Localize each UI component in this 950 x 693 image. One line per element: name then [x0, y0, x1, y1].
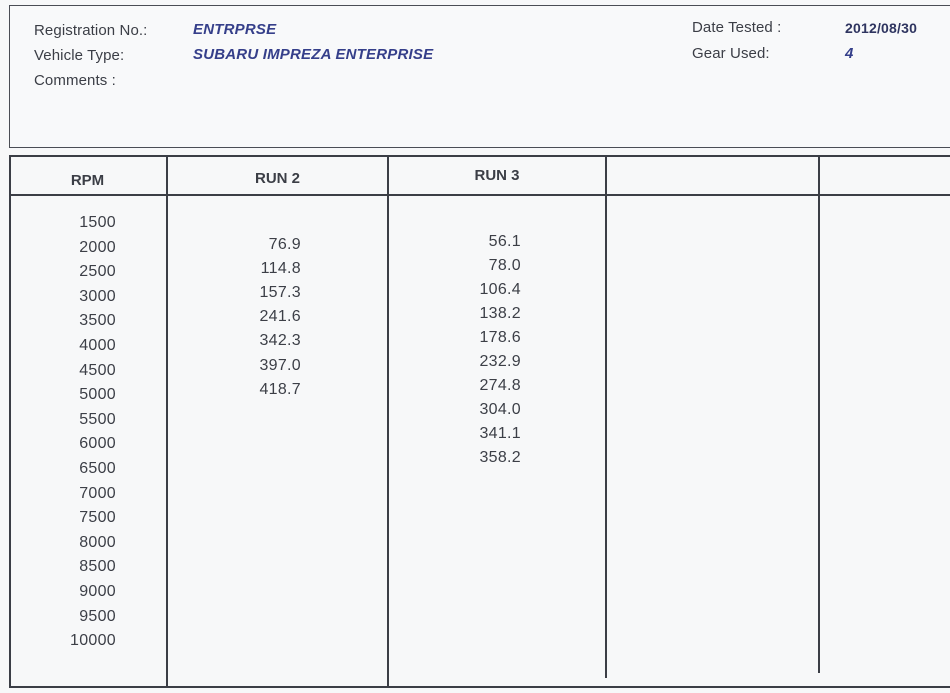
- date-tested-label: Date Tested :: [692, 19, 782, 36]
- registration-value: ENTRPRSE: [193, 21, 277, 38]
- column-divider: [387, 155, 389, 688]
- rpm-cell: 8500: [79, 558, 116, 576]
- run2-cell: 114.8: [260, 260, 301, 278]
- column-header-run3: RUN 3: [474, 167, 520, 184]
- date-tested-value: 2012/08/30: [845, 20, 918, 36]
- run2-cell: 418.7: [259, 380, 301, 398]
- rpm-cell: 8000: [79, 533, 116, 551]
- rpm-cell: 3500: [79, 312, 116, 330]
- rpm-cell: 5000: [79, 386, 116, 404]
- rpm-cell: 7500: [79, 509, 116, 527]
- comments-label: Comments :: [34, 72, 116, 89]
- table-top-border: [9, 155, 950, 157]
- run3-cell: 232.9: [479, 353, 521, 370]
- run3-cell: 138.2: [479, 305, 521, 322]
- run3-cell: 274.8: [479, 377, 521, 394]
- rpm-cell: 10000: [70, 632, 116, 650]
- rpm-cell: 4500: [79, 361, 116, 379]
- rpm-cell: 6500: [79, 460, 116, 477]
- run3-cell: 341.1: [479, 425, 521, 442]
- rpm-cell: 4000: [79, 337, 116, 354]
- run3-cell: 78.0: [488, 257, 521, 274]
- run3-cell: 304.0: [479, 401, 521, 418]
- column-divider: [166, 155, 168, 688]
- column-divider: [605, 155, 607, 678]
- rpm-cell: 9500: [79, 607, 116, 625]
- gear-used-value: 4: [845, 45, 854, 62]
- run3-cell: 178.6: [479, 329, 521, 346]
- rpm-cell: 2500: [79, 263, 116, 281]
- run3-cell: 56.1: [488, 233, 521, 250]
- run2-cell: 157.3: [259, 284, 301, 302]
- table-left-border: [9, 155, 11, 688]
- vehicle-type-label: Vehicle Type:: [34, 47, 125, 64]
- rpm-cell: 9000: [79, 583, 116, 600]
- run3-cell: 106.4: [479, 281, 521, 298]
- rpm-cell: 1500: [79, 214, 116, 231]
- rpm-cell: 3000: [79, 287, 116, 305]
- registration-label: Registration No.:: [34, 22, 148, 39]
- rpm-cell: 2000: [79, 238, 116, 256]
- column-header-rpm: RPM: [70, 172, 105, 189]
- rpm-cell: 6000: [79, 435, 116, 453]
- column-divider: [818, 155, 820, 673]
- gear-used-label: Gear Used:: [692, 45, 770, 62]
- run2-cell: 342.3: [259, 332, 301, 350]
- rpm-cell: 5500: [79, 410, 116, 428]
- table-header-divider: [9, 194, 950, 196]
- table-bottom-border: [9, 686, 950, 688]
- vehicle-type-value: SUBARU IMPREZA ENTERPRISE: [193, 46, 434, 63]
- run2-cell: 241.6: [259, 308, 301, 326]
- report-header: [9, 5, 950, 148]
- run3-cell: 358.2: [479, 449, 521, 466]
- column-header-run2: RUN 2: [254, 170, 300, 187]
- run2-cell: 397.0: [259, 356, 301, 374]
- rpm-cell: 7000: [79, 484, 116, 502]
- run2-cell: 76.9: [268, 236, 301, 253]
